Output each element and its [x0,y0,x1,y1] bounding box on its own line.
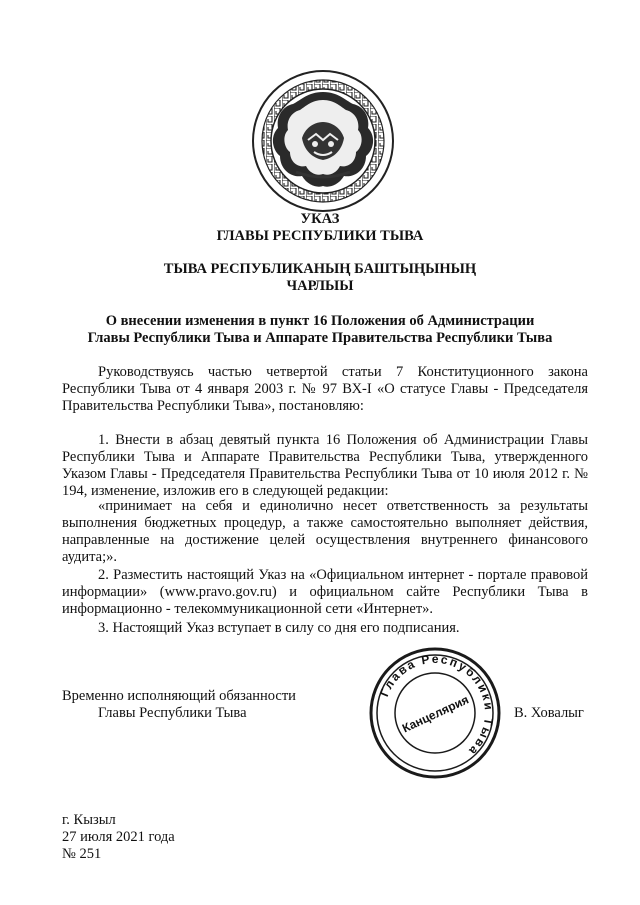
item-1-paragraph [62,432,588,500]
item-2-paragraph [62,567,588,618]
item-2-text: 2. Разместить настоящий Указ на «Официальном интернет - портале правовой информации» (www.pravo.gov.ru) и официальном сайте Республики Тыва в информационно - телекоммуникационной сети «Интернет». [62,567,588,617]
quote-text: «принимает на себя и единолично несет ответственность за результаты выполнения бюджетных процедур, а также самостоятельно выполняет действия, направленные на достижение целей осуществления внутреннего финансового аудита;». [62,498,588,565]
issuer-heading: ГЛАВЫ РЕСПУБЛИКИ ТЫВА [216,228,424,244]
item-1-text: 1. Внести в абзац девятый пункта 16 Положения об Администрации Главы Республики Тыва и Аппарате Правительства Республики Тыва, утвержденного Указом Главы - Председателя Правительства Республики Тыва от 10 июля 2012 г. № 194, изменение, изложив его в следующей редакции: [62,432,588,499]
tyva-coat-of-arms-icon [250,68,396,214]
svg-text:Канцелярия: Канцелярия [399,692,471,736]
signatory-name: В. Ховалыг [514,705,584,721]
official-stamp [368,646,502,780]
document-title-line1: О внесении изменения в пункт 16 Положения об Администрации [105,313,535,329]
svg-text:Глава Республики Тыва: Глава Республики Тыва [377,651,497,760]
signatory-position-line2: Главы Республики Тыва [98,705,247,721]
issue-city: г. Кызыл [62,812,116,828]
decree-number: № 251 [62,846,102,862]
intro-text: Руководствуясь частью четвертой статьи 7 Конституционного закона Республики Тыва от 4 января 2003 г. № 97 ВХ-I «О статусе Главы - Председателя Правительства Республики Тыва», постановляю: [62,364,588,414]
document-title-line2: Главы Республики Тыва и Аппарате Правительства Республики Тыва [87,330,553,346]
tyvan-heading-line1: ТЫВА РЕСПУБЛИКАНЫҢ БАШТЫҢЫНЫҢ [163,261,477,277]
decree-heading: УКАЗ [300,211,340,227]
intro-paragraph [62,364,588,415]
quoted-amendment [62,498,588,566]
issue-date: 27 июля 2021 года [62,829,175,845]
item-3-text: 3. Настоящий Указ вступает в силу со дня его подписания. [98,620,460,636]
item-3-paragraph [62,620,588,637]
tyvan-heading-line2: ЧАРЛЫЫ [286,278,354,294]
signatory-position-line1: Временно исполняющий обязанности [62,688,296,704]
